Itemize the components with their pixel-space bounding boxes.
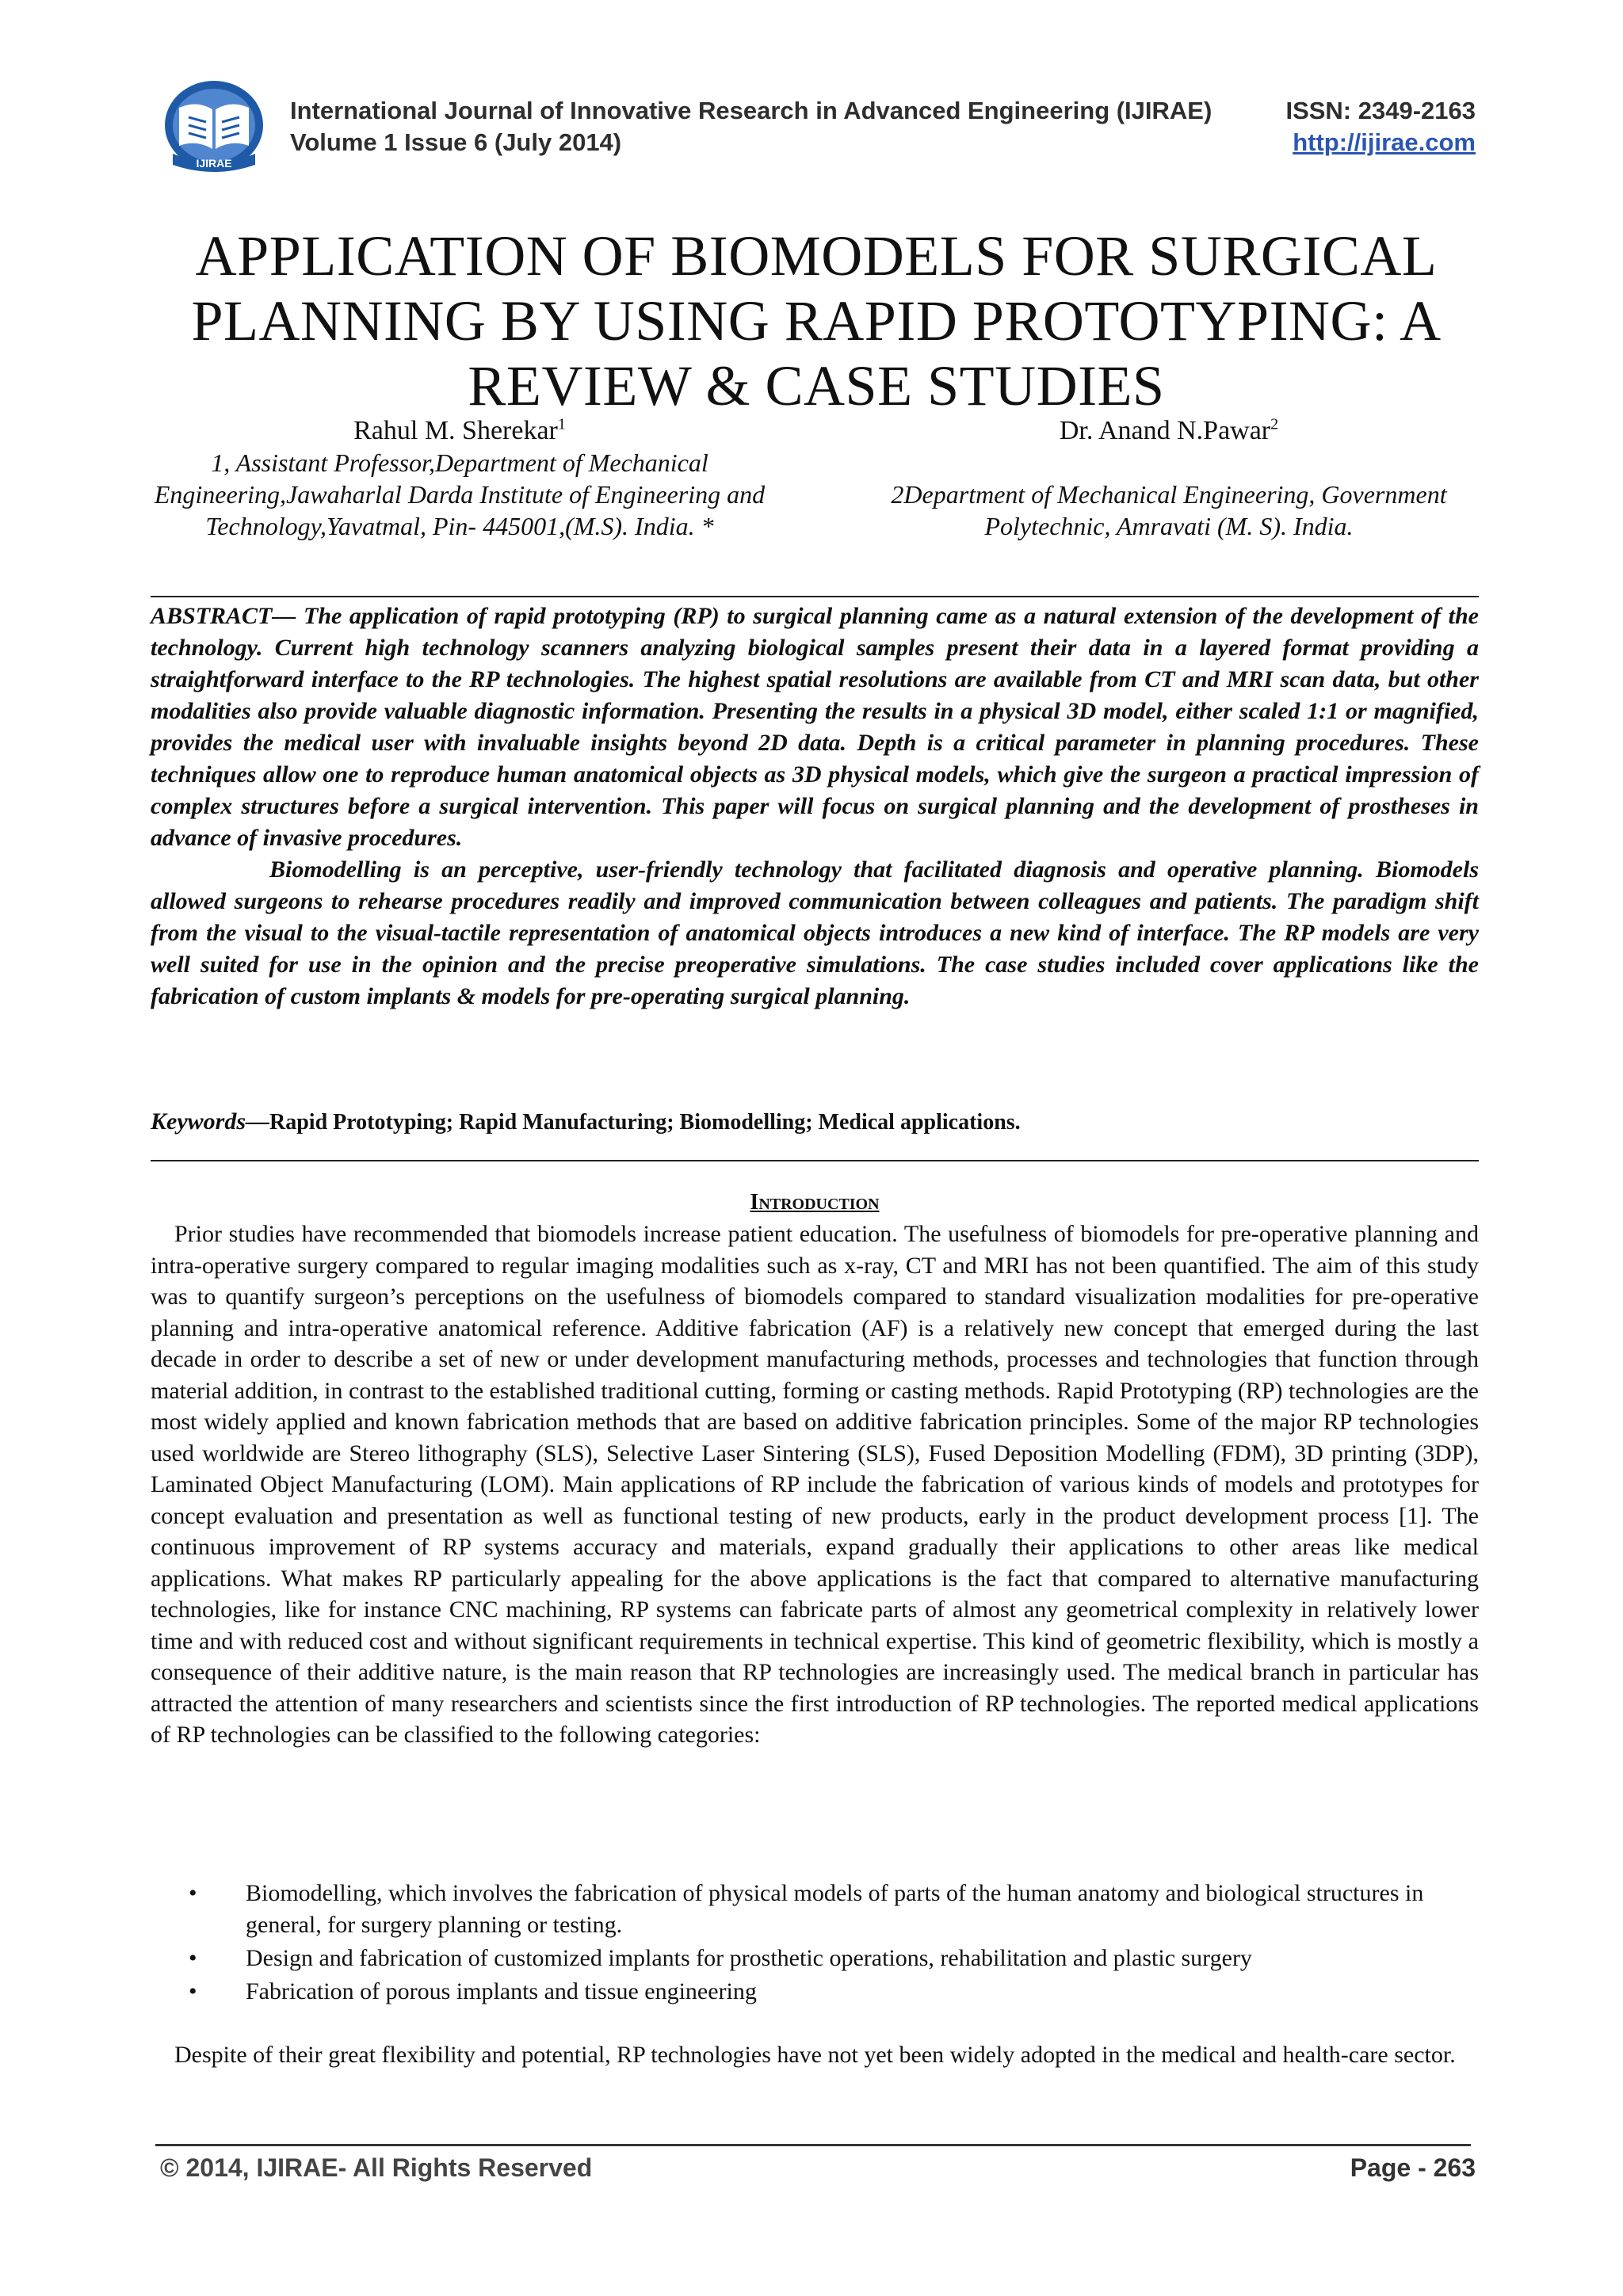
issn: ISSN: 2349-2163 bbox=[1285, 97, 1476, 124]
journal-url-link[interactable]: http://ijirae.com bbox=[1293, 128, 1476, 156]
bullet-icon: • bbox=[189, 1880, 197, 1906]
ijirae-logo bbox=[157, 76, 284, 179]
abstract-paragraph: Biomodelling is an perceptive, user-friendly technology that facilitated diagnosis and operative planning. Biomodels allowed surgeons to rehearse procedures readily and improved communication between colleagues and patients. The paradigm shift from the visual to the visual-tactile representation of anatomical objects introduces a new kind of interface. The RP models are very well suited for use in the opinion and the precise preoperative simulations. The case studies included cover applications like the fabrication of custom implants & models for pre-operating surgical planning. bbox=[151, 856, 1479, 1009]
author-name: Dr. Anand N.Pawar$^2$ bbox=[1059, 415, 1279, 445]
introduction-paragraph: Prior studies have recommended that biomodels increase patient education. The usefulness of biomodels for pre-operative planning and intra-operative surgery compared to regular imaging modalities such as x-ray, CT and MRI has not been quantified. The aim of this study was to quantify surgeon’s perceptions on the usefulness of biomodels compared to standard visualization modalities for pre-operative planning and intra-operative anatomical reference. Additive fabrication (AF) is a relatively new concept that emerged during the last decade in order to describe a set of new or under development manufacturing methods, processes and technologies that function through material addition, in contrast to the established traditional cutting, forming or casting methods. Rapid Prototyping (RP) technologies are the most widely applied and known fabrication methods that are based on additive fabrication principles. Some of the major RP technologies used worldwide are Stereo lithography (SLS), Selective Laser Sintering (SLS), Fused Deposition Modelling (FDM), 3D printing (3DP), Laminated Object Manufacturing (LOM). Main applications of RP include the fabrication of various kinds of models and prototypes for concept evaluation and presentation as well as functional testing of new products, early in the product development process [1]. The continuous improvement of RP systems accuracy and materials, expand gradually their applications to other areas like medical applications. What makes RP particularly appealing for the above applications is the fact that compared to alternative manufacturing technologies, like for instance CNC machining, RP systems can fabricate parts of almost any geometrical complexity in relatively lower time and with reduced cost and without significant requirements in technical expertise. This kind of geometric flexibility, which is mostly a consequence of their additive nature, is the main reason that RP technologies are increasingly used. The medical branch in particular has attracted the attention of many researchers and scientists since the first introduction of RP technologies. The reported medical applications of RP technologies can be classified to the following categories: bbox=[151, 1221, 1479, 1748]
journal-header bbox=[157, 76, 1476, 179]
journal-name: International Journal of Innovative Research in Advanced Engineering (IJIRAE) bbox=[290, 97, 1212, 124]
page-number: Page - 263 bbox=[1350, 2153, 1476, 2182]
application-list bbox=[151, 1878, 1479, 2009]
list-item: • Biomodelling, which involves the fabrication of physical models of parts of the human anatomy and biological structures in general, for surgery planning or testing. bbox=[151, 1878, 1479, 1941]
author-affiliation: 1, Assistant Professor,Department of Mechanical Engineering,Jawaharlal Darda Institute of Engineering and Technology,Yavatmal, Pin- 445001,(M.S). India. * bbox=[154, 448, 766, 540]
list-item: • Fabrication of porous implants and tissue engineering bbox=[151, 1976, 1479, 2008]
abstract-paragraph: ABSTRACT— The application of rapid prototyping (RP) to surgical planning came as a natural extension of the development of the technology. Current high technology scanners analyzing biological samples present their data in a layered format providing a straightforward interface to the RP technologies. The highest spatial resolutions are available from CT and MRI scan data, but other modalities also provide valuable diagnostic information. Presenting the results in a physical 3D model, either scaled 1:1 or magnified, provides the medical user with invaluable insights beyond 2D data. Depth is a critical parameter in planning procedures. These techniques allow one to reproduce human anatomical objects as 3D physical models, which give the surgeon a practical impression of complex structures before a surgical intervention. This paper will focus on surgical planning and the development of prostheses in advance of invasive procedures. bbox=[151, 603, 1479, 851]
section-heading: Introduction bbox=[750, 1190, 880, 1215]
keywords-label: Keywords— bbox=[151, 1108, 269, 1135]
volume-issue: Volume 1 Issue 6 (July 2014) bbox=[290, 128, 622, 156]
introduction-body bbox=[151, 1219, 1479, 1751]
divider bbox=[151, 1160, 1479, 1161]
list-item: • Design and fabrication of customized implants for prosthetic operations, rehabilitation and plastic surgery bbox=[151, 1943, 1479, 1974]
author-block-1 bbox=[143, 415, 777, 542]
author-superscript: 1 bbox=[557, 415, 566, 433]
author-block-2 bbox=[856, 415, 1482, 542]
keywords bbox=[151, 1106, 1479, 1138]
keywords-value: Rapid Prototyping; Rapid Manufacturing; Biomodelling; Medical applications. bbox=[269, 1110, 1021, 1135]
svg-text:IJIRAE: IJIRAE bbox=[196, 157, 232, 170]
copyright: © 2014, IJIRAE- All Rights Reserved bbox=[160, 2153, 593, 2182]
divider bbox=[151, 596, 1479, 597]
bullet-icon: • bbox=[189, 1978, 197, 2004]
author-name: Rahul M. Sherekar$^1$ bbox=[353, 415, 566, 445]
bullet-icon: • bbox=[189, 1945, 197, 1971]
closing-paragraph: Despite of their great flexibility and potential, RP technologies have not yet been widely adopted in the medical and health-care sector. bbox=[174, 2042, 1456, 2068]
paper-title: APPLICATION OF BIOMODELS FOR SURGICAL PLANNING BY USING RAPID PROTOTYPING: A REVIEW & CASE STUDIES bbox=[191, 224, 1442, 418]
author-affiliation: 2Department of Mechanical Engineering, Government Polytechnic, Amravati (M. S). India. bbox=[891, 480, 1447, 540]
abstract bbox=[151, 601, 1479, 1013]
author-superscript: 2 bbox=[1270, 415, 1279, 433]
footer-divider bbox=[155, 2144, 1471, 2146]
